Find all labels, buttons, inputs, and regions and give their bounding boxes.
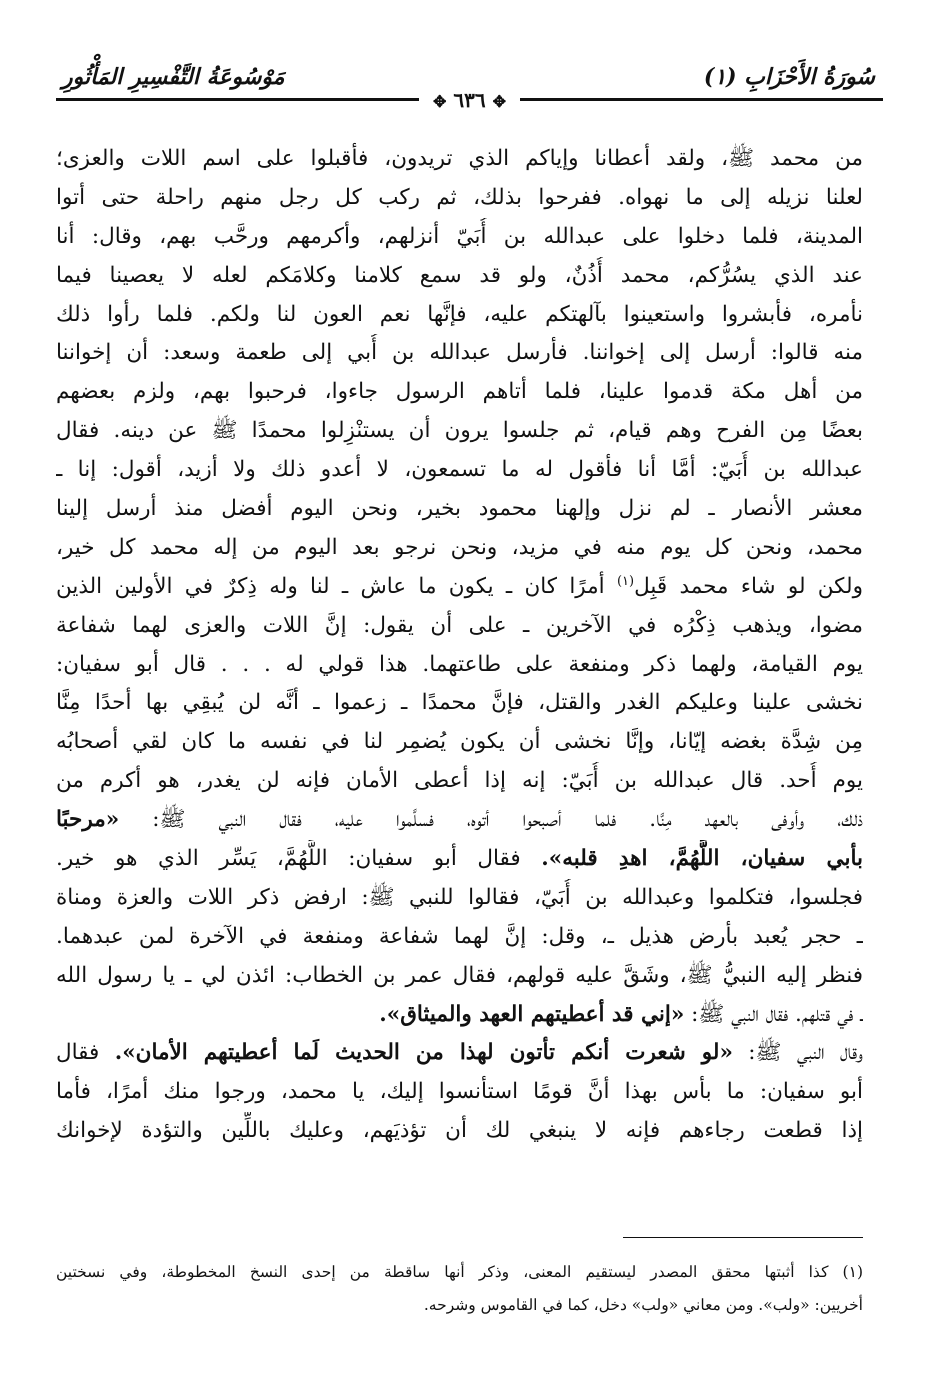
text-segment: فقال أبو سفيان: اللَّهُمَّ، يَسِّر الذي هو خير.: [56, 846, 542, 872]
text-line: نأمره، فأبشروا واستعينوا بآلهتكم عليه، فإنَّها نعم العون لنا ولكم. فلما رأوا ذلك: [56, 301, 863, 327]
text-line-with-quote: [56, 801, 863, 840]
text-line: مِن شِدَّة بغضه إيّانا، وإنَّا نخشى أن يكون يُضمِر لنا في نفسه ما كان لقي أصحابُه: [56, 729, 863, 755]
text-segment: ـ في قتلهم. فقال النبي ﷺ:: [684, 1001, 863, 1027]
text-line: نخشى علينا وعليكم الغدر والقتل، فإنَّ محمدًا ـ زعموا ـ أنَّه لن يُبقِي بها أحدًا مِنَّا: [56, 690, 863, 716]
page-number-container: [0, 88, 939, 114]
book-title: مَوْسُوعَةُ التَّفْسِيرِ المَأْثُورِ: [62, 64, 285, 90]
text-line: منه قالوا: أرسل إلى إخواننا. فأرسل عبدالله بن أُبي إلى طعمة وسعد: أن إخواننا: [56, 340, 863, 366]
page-number: ٦٣٦: [453, 88, 486, 112]
text-segment: فقال: [56, 1040, 115, 1066]
text-line: ـ حجر يُعبد بأرض هذيل ـ، وقل: إنَّ لهما شفاعة ومنفعة في الآخرة لمن عبدهما.: [56, 923, 863, 949]
main-text: [56, 140, 863, 1151]
hadith-quote: «لو شعرت أنكم تأتون لهذا من الحديث لَما أعطيتهم الأمان».: [114, 1040, 733, 1066]
text-segment: أمرًا كان ـ يكون ما عاش ـ لنا وله ذِكرٌ في الأولين الذين: [56, 573, 617, 599]
text-line: إذا قطعت رجاءهم فإنه لا ينبغي لك أن تؤذيَهم، وعليك باللِّين والتؤدة لإخوانك: [56, 1118, 863, 1144]
text-segment: ولكن لو شاء محمد قَبِل: [634, 573, 863, 599]
footnotes: [56, 1256, 863, 1322]
text-line-with-quote: [56, 840, 863, 879]
footnote-line: (١) كذا أثبتها محقق المصدر ليستقيم المعنى، وذكر أنها ساقطة من إحدى النسخ المخطوطة، وفي نسختين: [56, 1263, 863, 1281]
page-number-box: [419, 88, 520, 114]
text-line: فنظر إليه النبيُّ ﷺ، وشَقَّ عليه قولهم، فقال عمر بن الخطاب: ائذن لي ـ يا رسول الله: [56, 962, 863, 988]
hadith-quote: «مرحبًا: [56, 807, 120, 833]
text-line: مضوا، ويذهب ذِكْرُه في الآخرين ـ على أن يقول: إنَّ اللات والعزى لهما شفاعة: [56, 612, 863, 638]
text-line: المدينة، فلما دخلوا على عبدالله بن أُبَيّ أنزلهم، وأكرمهم ورحَّب بهم، وقال: أنا: [56, 223, 863, 249]
hadith-quote: «إني قد أعطيتهم العهد والميثاق».: [379, 1001, 685, 1027]
text-line-with-quote: [56, 996, 863, 1035]
text-line: عبدالله بن أُبَيّ: أمَّا أنا فأقول له ما تسمعون، لا أعدو ذلك ولا أزيد، أقول: إنا ـ: [56, 457, 863, 483]
text-line-with-footnote-ref: [56, 568, 863, 607]
ornament-left-icon: ✥: [433, 91, 447, 111]
text-line: معشر الأنصار ـ لم نزل وإلهنا محمود بخير، ونحن اليوم أفضل منذ أرسل إلينا: [56, 496, 863, 522]
surah-title: سُورَةُ الأَحْزَابِ (١): [703, 64, 875, 90]
ornament-right-icon: ✥: [492, 91, 506, 111]
text-segment: ذلك، وأوفى بالعهد مِنَّا. فلما أصبحوا أتوه، فسلَّموا عليه، فقال النبي ﷺ:: [152, 807, 863, 833]
text-line: يوم أُحد. قال عبدالله بن أُبَيّ: إنه إذا أعطى الأمان فإنه لن يغدر، هو أكرم من: [56, 768, 863, 794]
text-segment: وقال النبي ﷺ:: [732, 1040, 863, 1066]
text-line-with-quote: [56, 1034, 863, 1073]
text-line: فجلسوا، فتكلموا وعبدالله بن أُبَيّ، فقالوا للنبي ﷺ: ارفض ذكر اللات والعزة ومناة: [56, 884, 863, 910]
footnote-line: أخريين: «ولب». ومن معاني «ولب» دخل، كما في القاموس وشرحه.: [423, 1296, 863, 1314]
footnote-separator: [623, 1237, 863, 1238]
hadith-quote: بأبي سفيان، اللَّهُمَّ، اهدِ قلبه».: [541, 846, 863, 872]
text-line: يوم القيامة، ولهما ذكر ومنفعة على طاعتهما. هذا قولي له . . . قال أبو سفيان:: [56, 651, 863, 677]
text-line: لعلنا نزيله إلى ما نهواه. ففرحوا بذلك، ثم ركب كل رجل منهم راحلة حتى أتوا: [56, 184, 863, 210]
text-line: من محمد ﷺ، ولقد أعطانا وإياكم الذي تريدون، فأقبلوا على اسم اللات والعزى؛: [56, 146, 863, 171]
text-line: محمد، ونحن كل يوم منه في مزيد، ونحن نرجو بعد اليوم من إله محمد كل خير،: [56, 534, 863, 560]
text-line: عند الذي يسُرُّكم، محمد أُذُنٌ، ولو قد سمع كلامنا وكلامَكم لعله لا يعصينا فيما: [56, 262, 863, 288]
text-line: بعضًا مِن الفرح وهم قيام، ثم جلسوا يرون أن يستنْزِلوا محمدًا ﷺ عن دينه. فقال: [56, 418, 863, 444]
text-line: أبو سفيان: ما بأس بهذا أنَّ قومًا استأنسوا إليك، يا محمد، ورجوا منك أمرًا، فأما: [56, 1079, 863, 1105]
text-line: من أهل مكة قدموا علينا، فلما أتاهم الرسول جاءوا، فرحبوا بهم، ولزم بعضهم: [56, 379, 863, 405]
footnote-ref[interactable]: (١): [616, 573, 635, 589]
